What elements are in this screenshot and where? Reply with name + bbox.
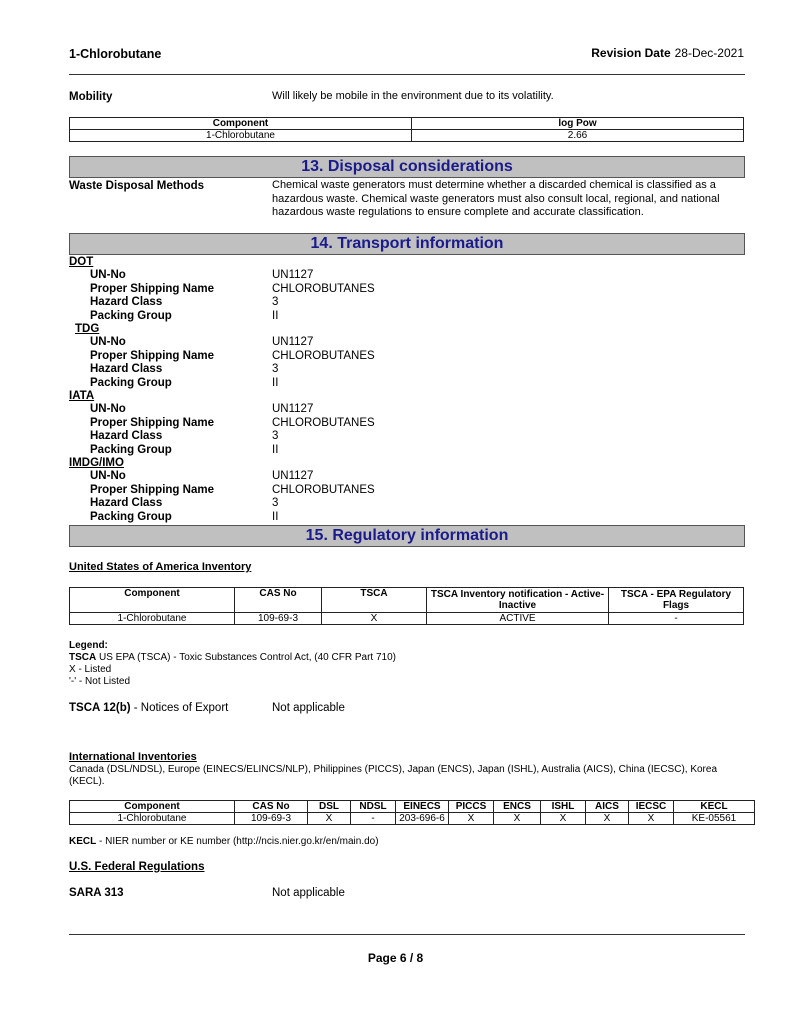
cell: 2.66 [412,130,744,142]
field-value: II [272,310,279,322]
legend [69,640,396,688]
legend-term: TSCA [69,652,97,663]
field-value: 3 [272,497,279,509]
cell: X [494,813,541,825]
col-header: Component [70,801,235,813]
kecl-desc: - NIER number or KE number (http://ncis.nier.go.kr/en/main.do) [96,836,379,847]
field-label: Hazard Class [90,296,163,308]
field-label: UN-No [90,336,126,348]
cell: X [449,813,494,825]
sara-313-value: Not applicable [272,887,345,899]
field-label: Proper Shipping Name [90,417,214,429]
legend-not-listed: '-' - Not Listed [69,676,131,687]
field-label: Hazard Class [90,363,163,375]
col-header: PICCS [449,801,494,813]
cell: KE-05561 [674,813,755,825]
col-header: IECSC [629,801,674,813]
field-label: Packing Group [90,377,172,389]
table-row [70,813,755,825]
col-header: ISHL [541,801,586,813]
table-row [70,130,744,142]
field-value: UN1127 [272,470,314,482]
document-title: 1-Chlorobutane [69,47,162,61]
cell: - [609,613,744,625]
intl-inventories-heading: International Inventories [69,751,197,763]
cell: 1-Chlorobutane [70,130,412,142]
intl-inventory-table [69,800,755,825]
field-value: 3 [272,430,279,442]
us-inventory-heading: United States of America Inventory [69,561,252,573]
field-value: UN1127 [272,403,314,415]
tsca-12b-desc: - Notices of Export [130,702,229,714]
field-label: UN-No [90,269,126,281]
cell: X [629,813,674,825]
kecl-term: KECL [69,836,97,847]
col-header: EINECS [396,801,449,813]
field-label: UN-No [90,470,126,482]
cell: 1-Chlorobutane [70,813,235,825]
cell: - [351,813,396,825]
section-14-header: 14. Transport information [69,233,745,255]
col-header: NDSL [351,801,396,813]
col-header: CAS No [235,801,308,813]
log-pow-table [69,117,744,142]
col-header: ENCS [494,801,541,813]
col-header: TSCA [322,588,427,613]
field-value: UN1127 [272,269,314,281]
footer-divider [69,934,745,935]
page-number: Page 6 / 8 [367,951,424,965]
col-header: TSCA - EPA Regulatory Flags [609,588,744,613]
transport-group-iata: IATA [69,390,95,402]
tsca-12b-label [69,702,228,714]
section-15-header: 15. Regulatory information [69,525,745,547]
field-value: II [272,444,279,456]
intl-inventories-text: Canada (DSL/NDSL), Europe (EINECS/ELINCS/NLP), Philippines (PICCS), Japan (ENCS), Japan (ISHL), Australia (AICS), China (IECSC), Korea (KECL). [69,764,718,787]
cell: 109-69-3 [235,613,322,625]
cell: X [308,813,351,825]
col-header: Component [70,588,235,613]
federal-regulations-heading: U.S. Federal Regulations [69,861,205,873]
field-label: Packing Group [90,444,172,456]
mobility-text: Will likely be mobile in the environment due to its volatility. [272,90,554,102]
field-label: Proper Shipping Name [90,484,214,496]
col-header: AICS [586,801,629,813]
field-value: CHLOROBUTANES [272,484,375,496]
cell: X [322,613,427,625]
field-value: CHLOROBUTANES [272,350,375,362]
cell: ACTIVE [427,613,609,625]
transport-group-imdg: IMDG/IMO [69,457,124,469]
table-row [70,613,744,625]
field-value: II [272,377,279,389]
field-value: II [272,511,279,523]
field-value: CHLOROBUTANES [272,417,375,429]
col-header: CAS No [235,588,322,613]
field-label: Hazard Class [90,430,163,442]
field-label: Packing Group [90,310,172,322]
waste-disposal-label: Waste Disposal Methods [69,180,205,192]
us-inventory-table [69,587,744,625]
cell: X [541,813,586,825]
transport-group-tdg: TDG [75,323,100,335]
header-divider [69,74,745,75]
col-header: DSL [308,801,351,813]
cell: 1-Chlorobutane [70,613,235,625]
section-13-header: 13. Disposal considerations [69,156,745,178]
field-value: CHLOROBUTANES [272,283,375,295]
revision-label: Revision Date [591,46,671,60]
field-label: Hazard Class [90,497,163,509]
cell: 203-696-6 [396,813,449,825]
revision-value: 28-Dec-2021 [674,46,744,60]
field-label: Proper Shipping Name [90,283,214,295]
revision-date [591,46,744,60]
field-value: 3 [272,363,279,375]
legend-definition: US EPA (TSCA) - Toxic Substances Control Act, (40 CFR Part 710) [96,652,396,663]
transport-group-dot: DOT [69,256,94,268]
legend-tsca [69,652,396,664]
field-value: 3 [272,296,279,308]
cell: 109-69-3 [235,813,308,825]
cell: X [586,813,629,825]
col-header: log Pow [412,118,744,130]
col-header: Component [70,118,412,130]
field-label: Proper Shipping Name [90,350,214,362]
field-label: UN-No [90,403,126,415]
field-label: Packing Group [90,511,172,523]
legend-x-listed: X - Listed [69,664,112,675]
kecl-note [69,836,379,847]
tsca-12b-term: TSCA 12(b) [69,702,131,714]
col-header: KECL [674,801,755,813]
waste-disposal-text: Chemical waste generators must determine whether a discarded chemical is classified as a hazardous waste. Chemical waste generators must also consult local, regional, and national hazardous waste regulations to ensure complete and accurate classification. [272,179,720,218]
field-value: UN1127 [272,336,314,348]
legend-title: Legend: [69,640,108,651]
tsca-12b-value: Not applicable [272,702,345,714]
col-header: TSCA Inventory notification - Active-Inactive [427,588,609,613]
mobility-label: Mobility [69,91,113,103]
sara-313-label: SARA 313 [69,887,124,899]
